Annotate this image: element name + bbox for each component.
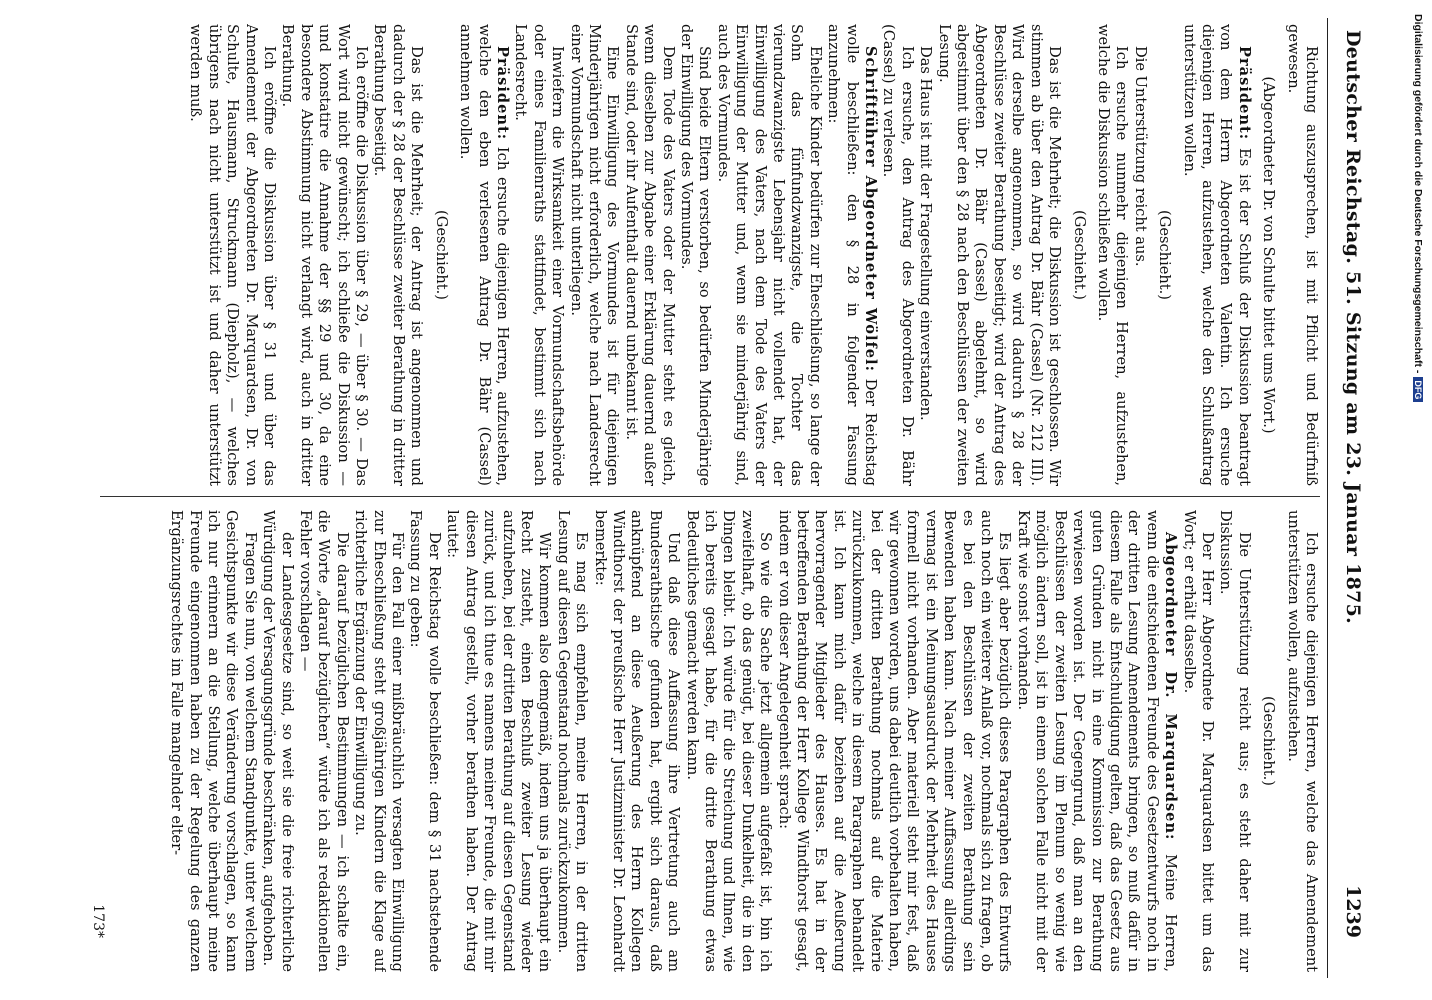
paragraph: [370, 24, 425, 486]
right-column: [100, 510, 1320, 972]
paragraph-text: Der Herr Abgeordnete Dr. Marquardsen bittet um das Wort; er erhält dasselbe.: [1180, 510, 1216, 972]
paragraph: [934, 24, 1063, 486]
paragraph-text: Ich ersuche diejenigen Herren, welche das Amendement unterstützen wollen, aufzustehen.: [1284, 510, 1320, 972]
paragraph: [621, 24, 676, 486]
paragraph-text: Eheliche Kinder bedürfen zur Eheschließung, so lange der Sohn das fünfundzwanzigste, die Tochter das vierundzwanzigste Lebensjahr nicht vollendet hat, der Einwilligung des Vaters, nach dem Tode des Vaters der Einwilligung der Mutter und, wenn sie minderjährig sind, auch des Vormundes.: [714, 24, 824, 486]
paragraph: [406, 510, 443, 972]
paragraph: [443, 510, 553, 972]
paragraph-text: Es liegt aber bezüglich dieses Paragraphen des Entwurfs auch noch ein weiterer Anlaß vor, nochmals sich zu fragen, ob es bei den Beschlüssen der zweiten Berathung sein Bewenden haben kann. Nach meiner Auffassung allerdings vermag ist ein Meinungsausdruck der Mehrheit des Hauses formell nicht vorhanden. Aber materiell steht mir fest, daß wir gewonnen worden, uns dabei deutlich vorbehalten haben, bei der dritten Berathung nochmals auf die Materie zurückzukommen, welche in diesem Paragraphen behandelt ist. Ich kann mich dafür beziehen auf die Aeußerung hervorragender Mitglieder des Hauses. Es hat in der betreffenden Berathung der Herr Kollege Windthorst gesagt, indem er von dieser Angelegenheit sprach:: [775, 510, 1014, 972]
paragraph: [296, 510, 351, 972]
paragraph-text: Der Reichstag wolle beschließen: dem § 31 nachstehende Fassung zu geben:: [407, 510, 443, 972]
paragraph-text: Wir kommen also demgemäß, indem uns ja überhaupt ein Recht zusteht, einen Beschluß zweiter Lesung wieder aufzuheben, bei der dritten Berathung auf diesen Gegenstand zurück, und ich thue es namens meiner Freunde, die mit mir diesen Antrag gestellt, vorher berathen haben. Der Antrag lautet:: [444, 510, 554, 972]
paragraph: [824, 24, 879, 486]
paragraph-text: Dem Tode des Vaters oder der Mutter steht es gleich, wenn dieselben zur Abgabe einer Erklärung dauernd außer Stande sind, oder ihr Aufenthalt dauernd unbekannt ist.: [622, 24, 677, 486]
paragraph-text: Richtung auszusprechen, ist mit Pflicht und Bedürfniß gewesen.: [1284, 24, 1320, 486]
funding-note: Digitalisierung gefördert durch die Deutsche Forschungsgemeinschaft -: [1412, 14, 1424, 374]
paragraph-text: (Geschieht.): [432, 210, 450, 300]
stage-direction: [431, 24, 449, 486]
paragraph-text: Das ist die Mehrheit; der Antrag ist angenommen und dadurch der § 28 der Beschlüsse zweiter Berathung in dritter Berathung beseitigt.: [371, 24, 426, 486]
stage-direction: [1259, 510, 1277, 972]
paragraph-text: Sind beide Eltern verstorben, so bedürfen Minderjährige der Einwilligung des Vormundes.: [678, 24, 714, 486]
paragraph-text: Meine Herren, wenn die entschiedenen Freunde des Gesetzentwurfs noch in der dritten Lesung Amendements bringen, so muß dafür in diesem Falle als Entschuldigung gelten, daß das Gesetz aus guten Gründen nicht in eine Kommission zur Berathung verwiesen worden ist. Der Gegengrund, daß man an den Beschlüssen der zweiten Lesung im Plenum so wenig wie möglich ändern soll, ist in einem solchen Falle nicht mit der Kraft wie sonst vorhanden.: [1014, 510, 1180, 972]
paragraph-text: (Geschieht.): [1156, 210, 1174, 300]
paragraph: [1283, 510, 1320, 972]
side-note: [1408, 14, 1428, 984]
paragraph: [259, 510, 296, 972]
speaker-label: Abgeordneter Dr. Marquardsen:: [1162, 532, 1180, 841]
paragraph: [677, 24, 714, 486]
paragraph: [511, 24, 566, 486]
running-header: Deutscher Reichstag. 51. Sitzung am 23. Januar 1875.: [1342, 30, 1364, 625]
paragraph-text: Fragen Sie nun, von welchem Standpunkte, unter welchem Gesichtspunkte wir diese Veränderung vorschlagen, so kann ich nur erinnern an die Stellung, welche überhaupt meine Freunde eingenommen haben zu der Regelung des ganzen Ergänzungsrechtes im Falle mangelnder elter-: [168, 510, 259, 972]
page-header: [1327, 18, 1372, 978]
paragraph-text: Eine Einwilligung des Vormundes ist für diejenigen Minderjährigen nicht erforderlich, welche nach Landesrecht einer Vormundschaft nicht unterliegen.: [567, 24, 622, 486]
paragraph-text: (Geschieht.): [1260, 696, 1278, 786]
text-columns: [90, 18, 1320, 978]
paragraph: [1216, 510, 1253, 972]
paragraph-text: Für den Fall einer mißbräuchlich versagten Einwilligung zur Eheschließung steht großjährigen Kindern die Klage auf richterliche Ergänzung der Einwilligung zu.: [352, 510, 407, 972]
paragraph-text: Inwiefern die Wirksamkeit einer Vormundschaftsbehörde oder eines Familienraths stattfindet, bestimmt sich nach Landesrecht.: [512, 24, 567, 486]
paragraph: [1014, 510, 1180, 972]
paragraph: [1094, 24, 1131, 486]
paragraph: [713, 24, 823, 486]
paragraph-text: (Geschieht.): [1070, 210, 1088, 300]
paragraph-text: Die darauf bezüglichen Bestimmungen — ich schalte ein, die Worte „darauf bezüglichen“ würde ich als redaktionellen Fehler vorschlagen —: [297, 510, 351, 972]
stage-direction: [1069, 24, 1087, 486]
rotated-page-content: [82, 18, 1372, 978]
paragraph: [186, 24, 278, 486]
side-note-text: [1412, 14, 1424, 402]
paragraph: [278, 24, 370, 486]
paragraph-text: Ich ersuche diejenigen Herren, aufzustehen, welche den eben verlesenen Antrag Dr. Bähr (Cassel) annehmen wollen.: [457, 24, 511, 486]
paragraph: [1283, 24, 1320, 486]
paragraph: [879, 24, 916, 486]
paragraph: [682, 510, 774, 972]
paragraph: [1179, 24, 1253, 486]
paragraph: [566, 24, 621, 486]
paragraph: [590, 510, 682, 972]
paragraph-text: So wie die Sache jetzt allgemein aufgefaßt ist, bin ich zweifelhaft, ob das genügt, bei dieser Dunkelheit, die in den Dingen bleibt. Ich würde für die Streichung und Ihnen, wie ich bereits gesagt habe, für die dritte Berathung etwas Bedeutliches gemacht werden kann.: [683, 510, 775, 972]
paragraph-text: Und daß diese Auffassung ihre Vertretung auch am Bundesrathstische gefunden hat, ergibt sich daraus, daß anknüpfend an diese Aeußerung des Herrn Kollegen Windthorst der preußische Herr Justizminister Dr. Leonhardt bemerkte:: [591, 510, 683, 972]
paragraph: [553, 510, 590, 972]
paragraph: [351, 510, 406, 972]
paragraph: [916, 24, 934, 486]
paragraph-text: (Abgeordneter Dr. von Schulte bittet ums Wort.): [1260, 76, 1278, 434]
stage-direction: [1155, 24, 1173, 486]
left-column: [100, 24, 1320, 486]
paragraph-text: Ich ersuche, den Antrag des Abgeordneten Dr. Bähr (Cassel) zu verlesen.: [880, 24, 916, 486]
paragraph-text: Die Unterstützung reicht aus.: [1131, 46, 1149, 267]
paragraph-text: Die Unterstützung reicht aus; es steht daher mit zur Diskussion.: [1217, 510, 1253, 972]
signature-mark: 173*: [90, 904, 106, 938]
paragraph: [774, 510, 1013, 972]
speaker-label: Schriftführer Abgeordneter Wölfel:: [862, 46, 880, 372]
paragraph-text: Ich ersuche nunmehr diejenigen Herren, aufzustehen, welche die Diskussion schließen wollen.: [1094, 24, 1131, 486]
paragraph-text: Das Haus ist mit der Fragestellung einverstanden.: [917, 46, 935, 421]
paragraph: [1130, 24, 1148, 486]
paragraph-text: Es mag sich empfehlen, meine Herren, in der dritten Lesung auf diesen Gegenstand nochmals zurückzukommen.: [554, 510, 591, 972]
paragraph-text: Der Reichstag wolle beschließen: den § 28 in folgender Fassung anzunehmen:: [825, 24, 880, 486]
paragraph-text: Das ist die Mehrheit; die Diskussion ist geschlossen. Wir stimmen ab über den Antrag Dr. Bähr (Cassel) (Nr. 212 III). Wird derselbe angenommen, so wird dadurch § 28 der Beschlüsse zweiter Berathung beseitigt; wird der Antrag des Abgeordneten Dr. Bähr (Cassel) abgelehnt, so wird abgestimmt über den § 28 nach den Beschlüssen der zweiten Lesung.: [935, 24, 1064, 486]
column-divider: [100, 496, 1320, 497]
paragraph: [456, 24, 511, 486]
dfg-logo: DFG: [1413, 377, 1423, 402]
paragraph: [1179, 510, 1216, 972]
paragraph-text: Ich eröffne die Diskussion über § 29, — über § 30. — Das Wort wird nicht gewünscht; ich schließe die Diskussion — und konstatire die Annahme der §§ 29 und 30, da eine besondere Abstimmung nicht verlangt wird, auch in dritter Berathung.: [279, 24, 371, 486]
paragraph-text: Ich eröffne die Diskussion über § 31 und über das Amendement der Abgeordneten Dr. Marquardsen, Dr. von Schulte, Hausmann, Struckmann (Diepholz), — welches übrigens nach nicht unterstützt ist und daher unterstützt werden muß.: [187, 24, 279, 486]
stage-direction: [1259, 24, 1277, 486]
paragraph: [167, 510, 259, 972]
paragraph-text: der Landesgesetze sind, so weit sie die freie richterliche Würdigung der Versagungsgründe beschränken, aufgehoben.: [260, 510, 296, 972]
speaker-label: Präsident:: [493, 46, 511, 141]
page-number: 1239: [1342, 885, 1364, 938]
paragraph-text: Es ist der Schluß der Diskussion beantragt von dem Herrn Abgeordneten Valentin. Ich ersuche diejenigen Herren, aufzustehen, welche den Schlußantrag unterstützen wollen.: [1180, 24, 1253, 486]
speaker-label: Präsident:: [1235, 46, 1253, 141]
